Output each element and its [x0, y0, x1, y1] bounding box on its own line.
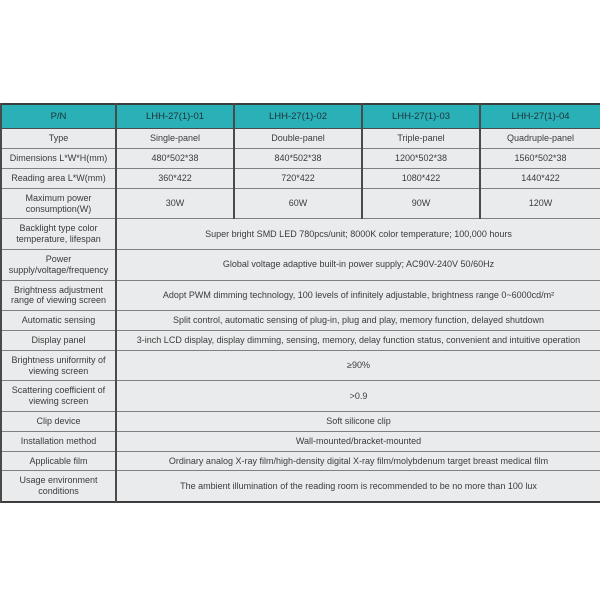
spec-cell-merged: Ordinary analog X-ray film/high-density digital X-ray film/molybdenum target breast medical film [116, 451, 600, 471]
spec-cell: 840*502*38 [234, 149, 362, 169]
spec-row-label: Power supply/voltage/frequency [1, 249, 116, 280]
spec-cell: 1200*502*38 [362, 149, 480, 169]
spec-row [1, 350, 600, 381]
spec-row-label: Maximum power consumption(W) [1, 188, 116, 219]
spec-row [1, 381, 600, 412]
spec-row [1, 471, 600, 502]
spec-row-label: Reading area L*W(mm) [1, 168, 116, 188]
spec-cell-merged: 3-inch LCD display, display dimming, sensing, memory, delay function status, convenient and intuitive operation [116, 330, 600, 350]
spec-row [1, 219, 600, 250]
spec-row-label: Applicable film [1, 451, 116, 471]
spec-cell-merged: Split control, automatic sensing of plug-in, plug and play, memory function, delayed shutdown [116, 311, 600, 331]
spec-cell-merged: >0.9 [116, 381, 600, 412]
spec-cell: 720*422 [234, 168, 362, 188]
spec-row [1, 330, 600, 350]
spec-cell: 1560*502*38 [480, 149, 600, 169]
spec-cell-merged: Super bright SMD LED 780pcs/unit; 8000K color temperature; 100,000 hours [116, 219, 600, 250]
spec-cell: Quadruple-panel [480, 129, 600, 149]
spec-header-row [1, 104, 600, 129]
spec-cell: 480*502*38 [116, 149, 234, 169]
spec-row [1, 431, 600, 451]
spec-row [1, 168, 600, 188]
spec-cell-merged: ≥90% [116, 350, 600, 381]
spec-cell: 30W [116, 188, 234, 219]
spec-row-label: Display panel [1, 330, 116, 350]
spec-row-label: Backlight type color temperature, lifespan [1, 219, 116, 250]
spec-cell: 1080*422 [362, 168, 480, 188]
spec-row [1, 129, 600, 149]
spec-row-label: Brightness adjustment range of viewing screen [1, 280, 116, 311]
spec-cell: Triple-panel [362, 129, 480, 149]
spec-row [1, 311, 600, 331]
spec-row-label: Scattering coefficient of viewing screen [1, 381, 116, 412]
spec-cell: Single-panel [116, 129, 234, 149]
spec-cell-merged: Soft silicone clip [116, 411, 600, 431]
spec-row-label: Type [1, 129, 116, 149]
spec-cell-merged: Wall-mounted/bracket-mounted [116, 431, 600, 451]
spec-row-label: Dimensions L*W*H(mm) [1, 149, 116, 169]
header-cell-model-2: LHH-27(1)-02 [234, 104, 362, 129]
spec-row [1, 451, 600, 471]
spec-cell-merged: The ambient illumination of the reading room is recommended to be no more than 100 lux [116, 471, 600, 502]
header-cell-model-1: LHH-27(1)-01 [116, 104, 234, 129]
spec-cell: 1440*422 [480, 168, 600, 188]
spec-row-label: Installation method [1, 431, 116, 451]
spec-cell: Double-panel [234, 129, 362, 149]
spec-row [1, 249, 600, 280]
product-spec-table [0, 103, 600, 503]
spec-row-label: Automatic sensing [1, 311, 116, 331]
spec-cell: 90W [362, 188, 480, 219]
header-cell-model-4: LHH-27(1)-04 [480, 104, 600, 129]
spec-row-label: Usage environment conditions [1, 471, 116, 502]
spec-cell: 360*422 [116, 168, 234, 188]
spec-cell: 60W [234, 188, 362, 219]
spec-cell-merged: Adopt PWM dimming technology, 100 levels of infinitely adjustable, brightness range 0~6000cd/m² [116, 280, 600, 311]
spec-row [1, 280, 600, 311]
spec-cell: 120W [480, 188, 600, 219]
spec-row-label: Brightness uniformity of viewing screen [1, 350, 116, 381]
spec-row [1, 188, 600, 219]
spec-row [1, 149, 600, 169]
header-cell-pn: P/N [1, 104, 116, 129]
spec-row [1, 411, 600, 431]
spec-table-body [1, 129, 600, 502]
spec-cell-merged: Global voltage adaptive built-in power supply; AC90V-240V 50/60Hz [116, 249, 600, 280]
header-cell-model-3: LHH-27(1)-03 [362, 104, 480, 129]
spec-row-label: Clip device [1, 411, 116, 431]
